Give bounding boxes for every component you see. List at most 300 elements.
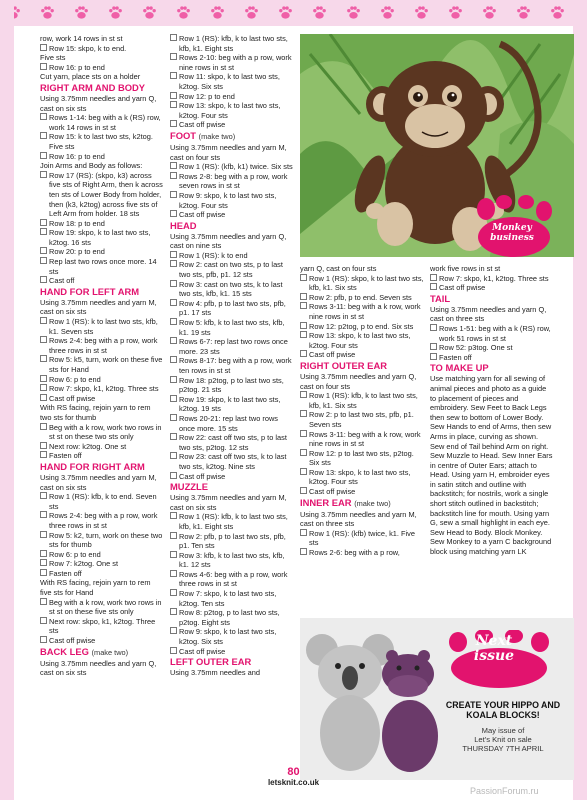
pattern-row-step [300, 293, 424, 303]
pattern-row-step [300, 331, 424, 350]
pattern-row-step [430, 274, 554, 284]
checkbox-icon [170, 299, 177, 306]
checkbox-icon [40, 355, 47, 362]
pattern-row-text: Row 18: p to end [49, 218, 105, 228]
pattern-row-step [40, 598, 163, 617]
pattern-row-step [300, 322, 424, 332]
pattern-row-step [40, 384, 163, 394]
pattern-row-text: Row 7: k2tog. One st [49, 559, 119, 569]
checkbox-icon [170, 172, 177, 179]
checkbox-icon [170, 647, 177, 654]
pattern-row-text: Row 1 (RS): kfb, k to last two sts, kfb, k1. Eight sts [179, 512, 288, 531]
badge-line-2: business [490, 233, 534, 243]
checkbox-icon [40, 171, 47, 178]
pattern-row-text: Rows 2-4: beg with a p row, work three rows in st st [49, 336, 158, 355]
page-number: 80 [287, 766, 300, 778]
pattern-text: With RS facing, rejoin yarn to rem five sts for Hand [40, 578, 151, 598]
pattern-row-step [40, 228, 163, 247]
next-issue-detail-1: May issue of [481, 726, 525, 735]
paw-icon [108, 5, 123, 20]
pattern-row-step [170, 318, 294, 337]
next-issue-line-1: Next [475, 633, 513, 649]
checkbox-icon [40, 384, 47, 391]
pattern-row-step [40, 394, 163, 404]
pattern-row-step [40, 451, 163, 461]
pattern-row-text: Row 12: p to last two sts, p2tog. Six sts [309, 448, 414, 468]
paw-icon [40, 5, 55, 20]
paw-icon [210, 5, 225, 20]
paw-icon [516, 5, 531, 20]
pattern-row-text: Row 1 (RS): k to end [179, 250, 248, 260]
pattern-row-text: Row 1 (RS): kfb, k to end. Seven sts [49, 492, 157, 511]
paw-border-right [573, 0, 587, 800]
checkbox-icon [170, 532, 177, 539]
checkbox-icon [40, 257, 47, 264]
checkbox-icon [430, 274, 437, 281]
pattern-row-text: Row 52: p3tog. One st [439, 343, 513, 353]
next-issue-line-2: issue [473, 648, 515, 664]
pattern-row-step [300, 410, 424, 429]
checkbox-icon [300, 410, 307, 417]
checkbox-icon [170, 512, 177, 519]
pattern-column-2 [170, 34, 294, 678]
pattern-text: Using 3.75mm needles and yarn Q, cast on six sts [40, 93, 157, 113]
checkbox-icon [170, 53, 177, 60]
pattern-row-text: Rows 3-11: beg with a k row, work nine rows in st st [309, 302, 421, 321]
pattern-row-text: Row 7: skpo, k to last two sts, k2tog. Ten sts [179, 589, 277, 608]
checkbox-icon [40, 531, 47, 538]
pattern-row-step [300, 350, 424, 360]
pattern-row-text: Row 20: p to end [49, 247, 105, 257]
checkbox-icon [40, 550, 47, 557]
section-heading [430, 362, 554, 374]
pattern-row-text: Row 22: cast off two sts, p to last two sts, p2tog. 12 sts [179, 433, 287, 452]
paw-icon [346, 5, 361, 20]
pattern-row-step [170, 589, 294, 608]
pattern-row-step [40, 317, 163, 336]
section-heading [170, 130, 294, 143]
pattern-row-text: Row 12: p2tog, p to end. Six sts [309, 321, 414, 331]
pattern-row-text: Rep last two rows once more. 14 sts [49, 257, 157, 276]
checkbox-icon [170, 414, 177, 421]
pattern-row-step [40, 152, 163, 162]
pattern-row-step [300, 449, 424, 468]
paw-icon [244, 5, 259, 20]
section-heading-text: INNER EAR [300, 496, 352, 508]
pattern-text: With RS facing, rejoin yarn to rem two sts for thumb [40, 403, 151, 422]
checkbox-icon [170, 589, 177, 596]
checkbox-icon [40, 617, 47, 624]
pattern-row-step [170, 53, 294, 72]
paw-border-left [0, 0, 14, 800]
pattern-row-step [40, 636, 163, 646]
pattern-row-text: Row 5: k2, turn, work on these two sts for thumb [49, 530, 163, 550]
pattern-text: Five sts [40, 53, 66, 63]
paw-pattern [6, 5, 565, 20]
section-heading [170, 481, 294, 493]
pattern-row-text: Row 1 (RS): kfb, k to last two sts, kfb, k1. Six sts [309, 391, 418, 410]
checkbox-icon [40, 375, 47, 382]
section-heading-text: LEFT OUTER EAR [170, 656, 252, 668]
pattern-row-text: Row 1 (RS): skpo, k to last two sts, kfb, k1. Six sts [309, 273, 424, 293]
pattern-row-step [40, 355, 163, 374]
checkbox-icon [300, 449, 307, 456]
paw-icon [278, 5, 293, 20]
pattern-row-step [40, 375, 163, 385]
checkbox-icon [40, 569, 47, 576]
pattern-row-step [300, 548, 424, 558]
checkbox-icon [40, 44, 47, 51]
pattern-row-text: Row 15: k to last two sts, k2tog. Five sts [49, 132, 153, 151]
site-url: letsknit.co.uk [267, 778, 320, 787]
pattern-row-step [170, 101, 294, 120]
pattern-row-step [40, 511, 163, 530]
pattern-row-text: Fasten off [439, 352, 472, 362]
checkbox-icon [300, 302, 307, 309]
pattern-row-text: Next row: skpo, k1, k2tog. Three sts [49, 616, 156, 636]
pattern-row-text: Row 23: cast off two sts, k to last two sts, k2tog. Nine sts [179, 452, 287, 471]
pattern-text: row, work 14 rows in st st [40, 34, 123, 43]
checkbox-icon [40, 394, 47, 401]
pattern-row-step [430, 324, 554, 343]
checkbox-icon [170, 101, 177, 108]
checkbox-icon [170, 551, 177, 558]
checkbox-icon [170, 356, 177, 363]
checkbox-icon [40, 219, 47, 226]
page-footer [0, 766, 587, 788]
pattern-row-text: Row 11: skpo, k to last two sts, k2tog. Six sts [179, 72, 280, 91]
pattern-row-step [170, 512, 294, 531]
section-heading [40, 82, 163, 94]
checkbox-icon [300, 468, 307, 475]
pattern-row-text: Rows 20-21: rep last two rows once more. 15 sts [179, 413, 278, 433]
checkbox-icon [170, 570, 177, 577]
pattern-row-step [300, 274, 424, 293]
pattern-row-step [170, 627, 294, 646]
pattern-row-text: Beg with a k row, work two rows in st st on these five sts only [49, 597, 162, 617]
pattern-row-step [170, 395, 294, 414]
pattern-row-text: Row 5: k5, turn, work on these five sts for Hand [49, 355, 163, 374]
pattern-row-step [170, 120, 294, 130]
next-issue-headline: CREATE YOUR HIPPO AND KOALA BLOCKS! [445, 700, 561, 720]
checkbox-icon [40, 598, 47, 605]
paw-icon [482, 5, 497, 20]
pattern-row-step [170, 647, 294, 657]
pattern-row-step [170, 472, 294, 482]
checkbox-icon [300, 293, 307, 300]
pattern-row-text: Cast off pwise [179, 210, 226, 220]
pattern-column-1 [40, 34, 163, 678]
section-heading-text: RIGHT OUTER EAR [300, 359, 387, 371]
section-heading-text: HAND FOR LEFT ARM [40, 285, 140, 297]
pattern-row-step [170, 280, 294, 299]
paw-border-top [0, 0, 587, 26]
checkbox-icon [170, 72, 177, 79]
pattern-row-text: Rows 1-51: beg with a k (RS) row, work 51 rows in st st [439, 323, 551, 343]
pattern-row-step [300, 302, 424, 321]
checkbox-icon [40, 336, 47, 343]
pattern-row-text: Row 15: skpo, k to end. [49, 43, 127, 53]
paw-icon [414, 5, 429, 20]
checkbox-icon [300, 430, 307, 437]
checkbox-icon [430, 324, 437, 331]
pattern-row-step [170, 72, 294, 91]
pattern-row-step [40, 617, 163, 636]
pattern-text: Use matching yarn for all sewing of animal pieces and photo as a guide to placement of pieces and embroidery. Sew Feet to Back Legs then sew to bottom of Lower Body. Sew Hands to end of Arms, then sew Arms in place, curving as shown. Sew end of Tail behind Arm on right. Sew Muzzle to Head. Sew Inner Ears in centre of Outer Ears; attach to Head. Using yarn H, embroider eyes in satin stitch and outline with backstitch; for nostrils, work a single short stitch outlined in backstitch; backstitch line for mouth. Using yarn G, sew a small highlight in each eye. Sew Head to Body. Block Monkey. Sew Monkey to a yarn C background block using matching yarn LK [430, 374, 553, 557]
pattern-row-step [170, 210, 294, 220]
pattern-text: Using 3.75mm needles and yarn M, cast on six sts [40, 472, 157, 492]
pattern-text: work five rows in st st [430, 264, 501, 273]
pattern-row-step [40, 247, 163, 257]
checkbox-icon [40, 451, 47, 458]
checkbox-icon [40, 247, 47, 254]
section-heading-text: TO MAKE UP [430, 362, 489, 374]
pattern-row-text: Row 9: skpo, k to last two sts, k2tog. Six sts [179, 627, 277, 647]
section-heading-text: HAND FOR RIGHT ARM [40, 460, 145, 472]
pattern-column-3 [300, 264, 424, 558]
pattern-row-text: Row 3: cast on two sts, k to last two sts, kfb, k1. 15 sts [179, 279, 283, 299]
pattern-row-step [170, 34, 294, 53]
checkbox-icon [40, 63, 47, 70]
section-heading-note: (make two) [198, 131, 236, 141]
next-issue-detail-3: THURSDAY 7TH APRIL [462, 744, 544, 753]
checkbox-icon [300, 331, 307, 338]
pattern-text: Using 3.75mm needles and yarn M, cast on six sts [40, 297, 157, 317]
pattern-row-text: Row 7: skpo, k1, k2tog. Three sts [49, 384, 159, 394]
section-heading-note: (make two) [354, 498, 391, 508]
checkbox-icon [40, 423, 47, 430]
paw-icon [550, 5, 565, 20]
pattern-row-text: Cast off pwise [49, 393, 96, 403]
checkbox-icon [170, 452, 177, 459]
checkbox-icon [170, 433, 177, 440]
checkbox-icon [40, 228, 47, 235]
pattern-row-text: Row 9: skpo, k to last two sts, k2tog. Four sts [179, 190, 277, 210]
pattern-row-text: Beg with a k row, work two rows in st st on these two sts only [49, 422, 162, 442]
pattern-row-text: Row 18: p2tog, p to last two sts, p2tog. 21 sts [179, 375, 284, 395]
pattern-text: Using 3.75mm needles and [170, 668, 260, 678]
pattern-row-step [40, 442, 163, 452]
section-heading [40, 646, 163, 659]
section-heading [430, 293, 554, 305]
pattern-text: yarn Q, cast on four sts [300, 264, 377, 273]
section-heading-text: TAIL [430, 292, 451, 304]
pattern-text: Using 3.75mm needles and yarn Q, cast on three sts [430, 304, 547, 324]
checkbox-icon [170, 280, 177, 287]
checkbox-icon [170, 472, 177, 479]
pattern-row-text: Row 1 (RS): (kfb, k1) twice. Six sts [179, 162, 293, 172]
pattern-row-step [40, 531, 163, 550]
pattern-row-step [170, 356, 294, 375]
pattern-row-text: Rows 3-11: beg with a k row, work nine rows in st st [309, 429, 421, 449]
pattern-text: Using 3.75mm needles and yarn Q, cast on four sts [300, 371, 417, 391]
pattern-column-4 [430, 264, 554, 557]
pattern-row-text: Rows 4-6: beg with a p row, work three rows in st st [179, 569, 288, 589]
section-heading-text: MUZZLE [170, 481, 209, 493]
badge-text [470, 223, 554, 243]
pattern-row-text: Row 13: skpo, k to last two sts, k2tog. Four sts [309, 467, 411, 487]
pattern-row-text: Cast off [49, 276, 75, 286]
pattern-row-step [170, 608, 294, 627]
pattern-row-text: Rows 2-10: beg with a p row, work nine rows in st st [179, 53, 292, 72]
pattern-row-text: Row 2: cast on two sts, p to last two sts, pfb, p1. 12 sts [179, 260, 283, 280]
pattern-row-step [170, 191, 294, 210]
checkbox-icon [300, 487, 307, 494]
checkbox-icon [430, 283, 437, 290]
pattern-row-text: Row 17 (RS): (skpo, k3) across five sts of Right Arm, then k across ten sts of Lower Body from holder, then (k3, k2tog) across five sts of Left Arm from holder. 18 sts [49, 170, 163, 219]
paw-icon [74, 5, 89, 20]
pattern-row-text: Row 4: pfb, p to last two sts, pfb, p1. 17 sts [179, 298, 286, 318]
checkbox-icon [40, 317, 47, 324]
pattern-row-step [40, 219, 163, 229]
checkbox-icon [40, 511, 47, 518]
checkbox-icon [170, 395, 177, 402]
checkbox-icon [430, 353, 437, 360]
checkbox-icon [40, 492, 47, 499]
pattern-row-step [170, 92, 294, 102]
pattern-row-text: Row 6: p to end [49, 549, 101, 559]
pattern-row-text: Row 2: pfb, p to end. Seven sts [309, 292, 412, 302]
pattern-row-step [170, 260, 294, 279]
checkbox-icon [300, 391, 307, 398]
paw-icon [380, 5, 395, 20]
pattern-row-step [40, 550, 163, 560]
pattern-row-step [170, 251, 294, 261]
pattern-row-text: Row 1 (RS): (kfb) twice, k1. Five sts [309, 528, 415, 548]
pattern-row-text: Next row: k2tog. One st [49, 441, 127, 451]
checkbox-icon [40, 152, 47, 159]
checkbox-icon [300, 350, 307, 357]
section-heading-text: RIGHT ARM AND BODY [40, 81, 146, 93]
pattern-row-text: Row 5: kfb, k to last two sts, kfb, k1. 19 sts [179, 318, 285, 337]
pattern-row-text: Rows 1-14: beg with a k (RS) row, work 14 rows in st st [49, 113, 161, 132]
checkbox-icon [170, 318, 177, 325]
checkbox-icon [170, 376, 177, 383]
pattern-row-step [430, 343, 554, 353]
paw-icon [176, 5, 191, 20]
pattern-row-step [170, 452, 294, 471]
pattern-row-step [40, 257, 163, 276]
next-issue-detail-2: Let's Knit on sale [474, 735, 532, 744]
section-heading-note: (make two) [91, 647, 129, 657]
pattern-row-step [300, 487, 424, 497]
pattern-row-step [170, 433, 294, 452]
pattern-row-step [300, 430, 424, 449]
next-issue-title [444, 634, 544, 664]
pattern-row-step [40, 492, 163, 511]
pattern-row-text: Fasten off [49, 568, 82, 578]
pattern-row-text: Rows 6-7: rep last two rows once more. 23 sts [179, 337, 288, 356]
pattern-row-text: Rows 2-6: beg with a p row, [309, 548, 400, 558]
pattern-row-text: Row 16: p to end [49, 151, 105, 161]
pattern-row-step [40, 171, 163, 219]
pattern-row-text: Rows 2-8: beg with a p row, work seven rows in st st [179, 171, 288, 191]
pattern-text: Using 3.75mm needles and yarn Q, cast on six sts [40, 658, 157, 678]
checkbox-icon [170, 34, 177, 41]
pattern-row-step [40, 276, 163, 286]
pattern-row-step [300, 391, 424, 410]
pattern-row-text: Cast off pwise [49, 636, 96, 646]
pattern-text: Cut yarn, place sts on a holder [40, 72, 141, 82]
pattern-row-text: Row 6: p to end [49, 374, 101, 384]
pattern-row-step [40, 44, 163, 54]
section-heading-text: BACK LEG [40, 645, 89, 657]
pattern-row-text: Rows 2-4: beg with a p row, work three rows in st st [49, 511, 158, 530]
badge-line-1: Monkey [492, 223, 532, 233]
pattern-row-step [170, 162, 294, 172]
pattern-row-text: Cast off pwise [309, 350, 356, 360]
pattern-row-step [170, 337, 294, 356]
pattern-text: Using 3.75mm needles and yarn M, cast on three sts [300, 509, 417, 529]
section-heading [300, 360, 424, 372]
checkbox-icon [40, 276, 47, 283]
checkbox-icon [170, 210, 177, 217]
pattern-row-step [170, 570, 294, 589]
pattern-row-text: Rows 8-17: beg with a p row, work ten rows in st st [179, 356, 292, 375]
pattern-row-text: Row 8: p2tog, p to last two sts, p2tog. Eight sts [179, 608, 280, 627]
checkbox-icon [300, 322, 307, 329]
pattern-row-step [170, 532, 294, 551]
checkbox-icon [430, 343, 437, 350]
pattern-row-step [170, 299, 294, 318]
section-heading [170, 220, 294, 232]
pattern-row-text: Row 3: kfb, k to last two sts, kfb, k1. 12 sts [179, 550, 285, 570]
paw-icon [142, 5, 157, 20]
section-heading [40, 461, 163, 473]
section-heading [170, 656, 294, 668]
section-heading-text: HEAD [170, 219, 197, 231]
pattern-row-text: Row 16: p to end [49, 62, 105, 72]
pattern-text: Using 3.75mm needles and yarn Q, cast on nine sts [170, 231, 287, 251]
pattern-row-text: Cast off pwise [179, 120, 226, 130]
pattern-text: Join Arms and Body as follows: [40, 161, 143, 171]
checkbox-icon [170, 260, 177, 267]
pattern-row-step [170, 376, 294, 395]
pattern-row-text: Cast off pwise [439, 283, 486, 293]
checkbox-icon [170, 608, 177, 615]
checkbox-icon [170, 627, 177, 634]
pattern-row-step [40, 113, 163, 132]
pattern-row-step [170, 414, 294, 433]
pattern-row-step [40, 132, 163, 151]
section-heading [40, 286, 163, 298]
pattern-row-text: Row 19: skpo, k to last two sts, k2tog. 19 sts [179, 394, 281, 414]
checkbox-icon [300, 548, 307, 555]
checkbox-icon [40, 132, 47, 139]
pattern-row-step [170, 551, 294, 570]
pattern-row-text: Cast off pwise [179, 646, 226, 656]
pattern-row-step [40, 423, 163, 442]
pattern-row-text: Row 7: skpo, k1, k2tog. Three sts [439, 273, 549, 283]
checkbox-icon [170, 191, 177, 198]
checkbox-icon [170, 251, 177, 258]
checkbox-icon [40, 636, 47, 643]
pattern-row-text: Cast off pwise [309, 487, 356, 497]
pattern-row-text: Row 2: p to last two sts, pfb, p1. Seven sts [309, 410, 414, 429]
next-issue-details [437, 726, 569, 753]
checkbox-icon [40, 442, 47, 449]
checkbox-icon [300, 274, 307, 281]
pattern-row-step [170, 172, 294, 191]
paw-icon [312, 5, 327, 20]
pattern-text: Using 3.75mm needles and yarn M, cast on four sts [170, 142, 287, 162]
checkbox-icon [170, 162, 177, 169]
section-heading-text: FOOT [170, 129, 197, 141]
checkbox-icon [170, 92, 177, 99]
pattern-row-text: Fasten off [49, 451, 82, 461]
pattern-row-text: Cast off pwise [179, 471, 226, 481]
pattern-row-step [430, 283, 554, 293]
